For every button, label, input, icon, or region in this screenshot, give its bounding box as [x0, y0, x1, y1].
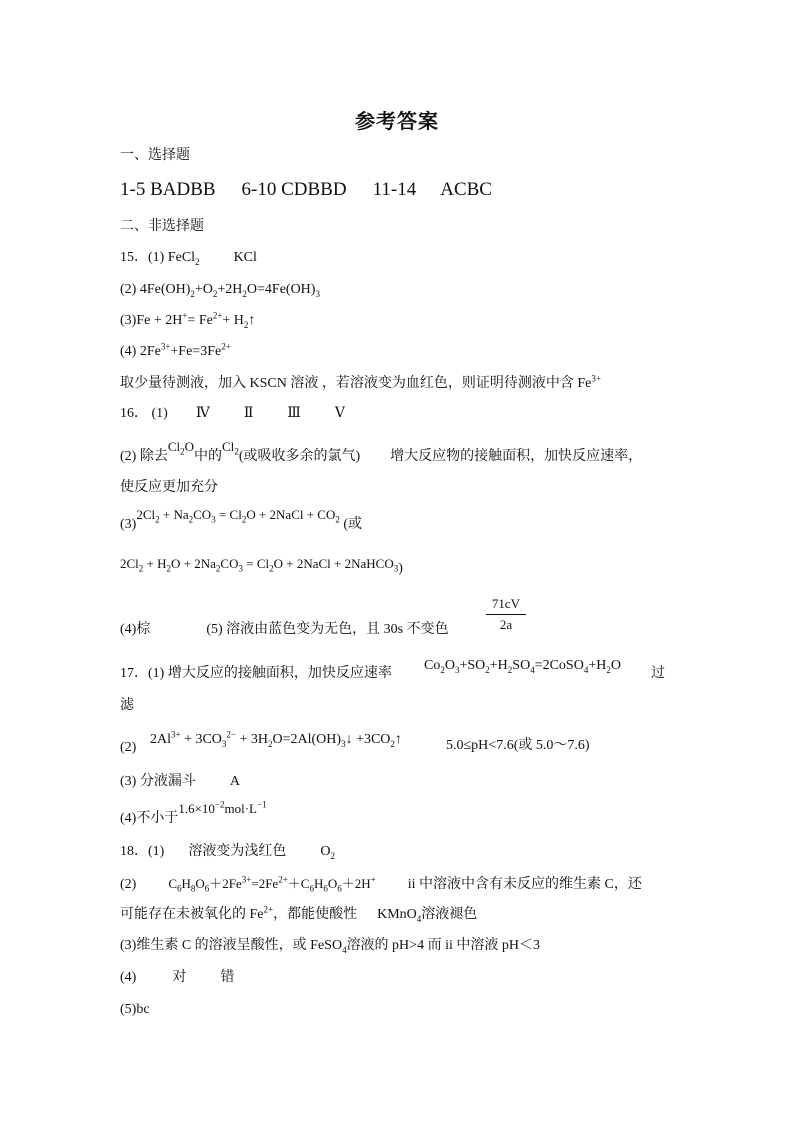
q18-line-2: (2) $C_6H_8O_6+2Fe^{3+}=2Fe^{2+}+C_6H_6O_6+2H^+$ ii 中溶液中含有未反应的维生素 C，还: [120, 874, 642, 894]
answers-11-14-label: 11-14: [372, 179, 417, 200]
section-heading-nonchoice: 二、非选择题: [120, 219, 204, 234]
section-heading-choice: 一、选择题: [120, 148, 190, 163]
choice-answers: [120, 180, 492, 200]
q17-line-5: (4)不小于$1.6\times 10^{-2}mol\cdot L^{-1}$: [120, 799, 267, 826]
q17-equation-2: $2Al^{3+} + 3CO_3^{2-}$ + $3H_2O=2Al(OH)_3↓$ $+3CO_2↑$: [150, 729, 402, 749]
q16-line-1: 16． (1) Ⅳ Ⅱ Ⅲ Ⅴ: [120, 406, 345, 421]
q17-line-2: 滤: [120, 698, 134, 713]
answers-6-10: 6-10 CDBBD: [241, 179, 347, 200]
q15-line-3: $(3)Fe + 2H^+= Fe^{2+}+$ $H_2↑$: [120, 310, 256, 330]
q17-line-4: (3) 分液漏斗 A: [120, 774, 240, 789]
q17-line-1: 17．(1) 增大反应的接触面积，加快反应速率: [120, 666, 392, 681]
q16-line-4: $(3)2Cl_2 + Na_2CO_3 = Cl_2O$ + 2NaCl + $CO_2$ (或: [120, 507, 363, 532]
q18-line-4: (3)维生素 C 的溶液呈酸性，或 FeSO$_4$溶液的 pH>4 而 ii 中溶液 pH＜3: [120, 938, 540, 955]
q16-line-6: (4)棕 (5) 溶液由蓝色变为无色，且 30s 不变色: [120, 622, 449, 637]
answers-11-14: ACBC: [440, 179, 492, 200]
q15-line-4: (4) $2Fe^{3+}+Fe=3Fe^{2+}$: [120, 341, 231, 359]
q17-line-1-end: 过: [651, 666, 665, 681]
q15-line-1: 15．(1) FeCl$_2$ KCl: [120, 250, 257, 267]
q15-line-5: 取少量待测液，加入 KSCN 溶液 ，若溶液变为血红色，则证明待测液中含 $Fe^{3+}$: [120, 373, 601, 391]
q17-ph-range: 5.0≤pH<7.6(或 5.0～7.6): [446, 738, 590, 753]
q18-line-6: (5)bc: [120, 1002, 150, 1017]
answers-1-5: 1-5 BADBB: [120, 179, 216, 200]
page-title: 参考答案: [355, 111, 439, 133]
q16-line-3: 使反应更加充分: [120, 480, 218, 495]
q17-line-3-label: (2): [120, 740, 137, 755]
fraction-denominator: 2a: [499, 617, 513, 632]
q17-equation-1: $Co_2O_3+SO_2+H_2SO_4=2CoSO_4+H_2O$: [424, 658, 621, 675]
q18-line-5: (4) 对 错: [120, 970, 235, 985]
q15-line-2: (2) $4Fe(OH)_2+O_2+2H_2O=4Fe(OH)_3$: [120, 282, 320, 299]
q16-line-2: (2) 除去$Cl_2O$中的$Cl_2$(或吸收多余的氯气) 增大反应物的接触面积，加快反应速率，: [120, 439, 643, 464]
fraction-numerator: 71cV: [486, 596, 526, 615]
q16-fraction: [486, 596, 526, 633]
q16-line-5: $2Cl_2 + H_2O + 2Na_2CO_3 = Cl_2O$ + 2NaCl + 2NaHCO$_3$): [120, 556, 403, 576]
q18-line-3: 可能存在未被氧化的 $Fe^{2+}$，都能使酸性 KMnO$_4$溶液褪色: [120, 904, 478, 924]
q18-line-1: 18．(1) 溶液变为浅红色 $O_2$: [120, 844, 335, 861]
